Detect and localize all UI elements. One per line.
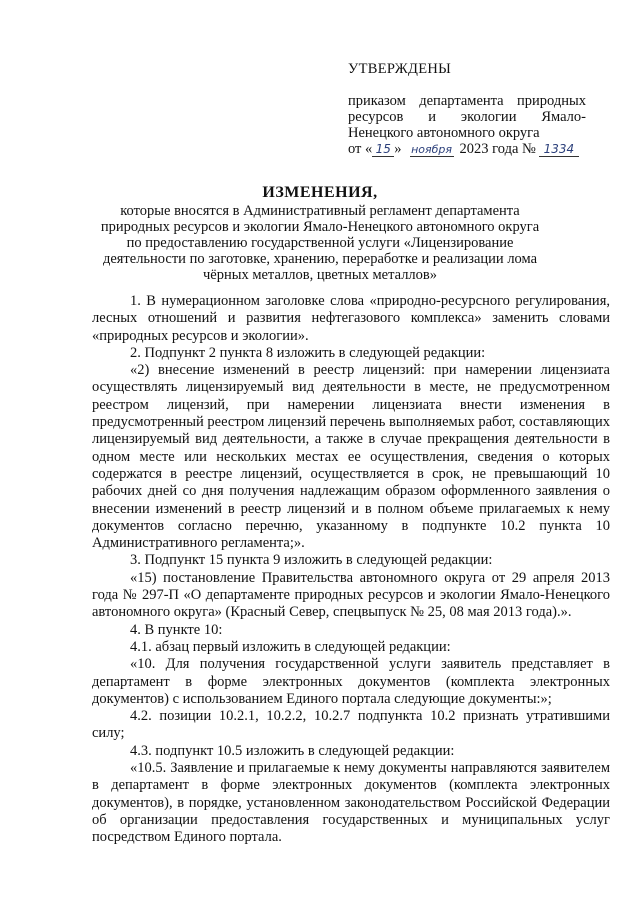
handwritten-day: 15 (372, 143, 394, 157)
approval-date-line (348, 141, 586, 157)
paragraph: 4.3. подпункт 10.5 изложить в следующей редакции: (130, 742, 455, 759)
paragraph: «10.5. Заявление и прилагаемые к нему документы направляются заявителем в департамент в форме электронных документов (комплекта электронных документов), в порядке, установленном законодательством Российской Федерации об организации предоставления государственных и муниципальных услуг посредством Единого портала. (92, 760, 610, 846)
paragraph: 1. В нумерационном заголовке слова «природно-ресурсного регулирования, лесных отношений и развития нефтегазового комплекса» заменить словами «природных ресурсов и экологии». (92, 293, 610, 344)
approval-line: приказом департамента природных (348, 93, 586, 109)
paragraph: «2) внесение изменений в реестр лицензий: при намерении лицензиата осуществлять лицензируемый вид деятельности в месте, не предусмотренном реестром лицензий, при намерении лицензиата внести изменения в предусмотренный реестром лицензий перечень выполняемых работ, составляющих лицензируемый вид деятельности, а также в случае прекращения деятельности в одном месте или нескольких местах ее осуществления, сведения о которых содержатся в реестре лицензий, осуществляется в срок, не превышающий 10 рабочих дней со дня получения надлежащим образом оформленного заявления о внесении изменений в реестр лицензий и в полном объеме прилагаемых к нему документов согласно перечню, указанному в подпункте 10.2 пункта 10 Административного регламента;». (92, 362, 610, 552)
date-prefix: от « (348, 141, 373, 157)
document-title: ИЗМЕНЕНИЯ, (262, 184, 378, 201)
approval-heading: УТВЕРЖДЕНЫ (348, 61, 452, 77)
paragraph: «10. Для получения государственной услуги заявитель представляет в департамент в форме электронных документов (комплекта электронных документов) с использованием Единого портала следующие документы:»; (92, 656, 610, 707)
paragraph: 4.2. позиции 10.2.1, 10.2.2, 10.2.7 подпункта 10.2 признать утратившими силу; (92, 708, 610, 742)
document-subtitle: которые вносятся в Административный регламент департамента природных ресурсов и экологии Ямало-Ненецкого автономного округа по предоставлению государственной услуги «Лицензирование деятельности по заготовке, хранению, переработке и реализации лома чёрных металлов, цветных металлов» (100, 203, 540, 283)
date-year: 2023 года № (459, 141, 536, 157)
handwritten-month: ноября (411, 143, 452, 156)
approval-block (348, 93, 586, 157)
paragraph: 4. В пункте 10: (130, 621, 223, 638)
document-body (92, 293, 610, 847)
handwritten-order-number: 1334 (539, 143, 579, 157)
approval-line: ресурсов и экологии Ямало- (348, 109, 586, 125)
date-quote: » (394, 141, 402, 157)
paragraph: 4.1. абзац первый изложить в следующей редакции: (130, 638, 451, 655)
paragraph: 3. Подпункт 15 пункта 9 изложить в следующей редакции: (130, 552, 493, 569)
approval-line: Ненецкого автономного округа (348, 125, 540, 141)
paragraph: «15) постановление Правительства автономного округа от 29 апреля 2013 года № 297-П «О департаменте природных ресурсов и экологии Ямало-Ненецкого автономного округа» (Красный Север, спецвыпуск № 25, 08 мая 2013 года).». (92, 569, 610, 621)
paragraph: 2. Подпункт 2 пункта 8 изложить в следующей редакции: (130, 344, 486, 361)
